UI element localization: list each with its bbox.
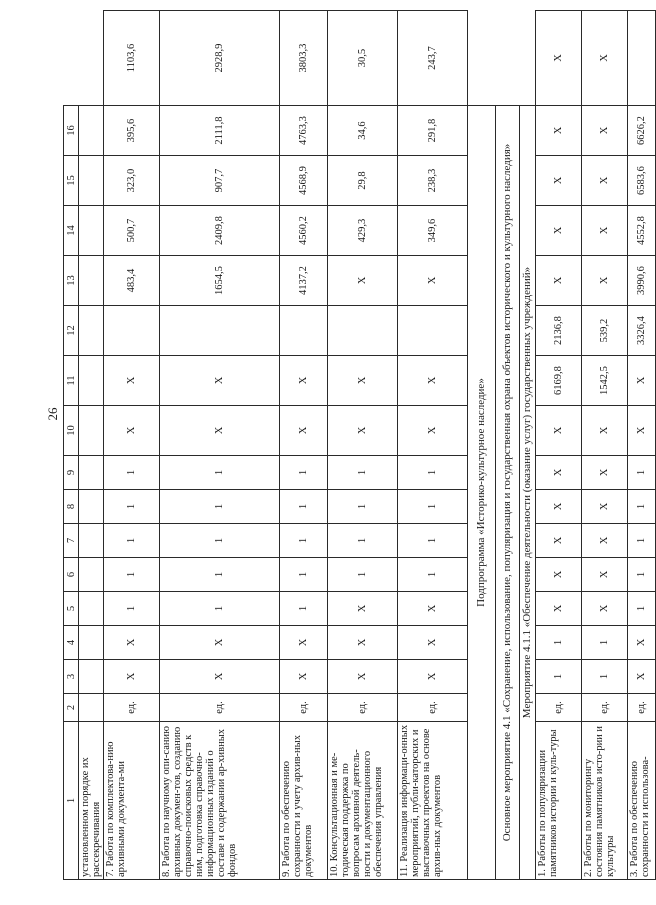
table-cell: 1	[582, 660, 628, 694]
main-event-title: Основное мероприятие 4.1 «Сохранение, использование, популяризация и государственная охрана объектов исторического и культурного наследия»	[496, 106, 520, 880]
table-cell: X	[536, 592, 582, 626]
table-cell: X	[398, 406, 468, 456]
table-cell: X	[582, 558, 628, 592]
table-cell: X	[160, 660, 280, 694]
table-cell: 1	[628, 524, 656, 558]
table-cell: 1	[536, 626, 582, 660]
table-cell: 1	[104, 592, 160, 626]
table-cell	[79, 558, 104, 592]
table-cell: 4763,3	[280, 106, 328, 156]
table-cell: 4568,9	[280, 156, 328, 206]
table-cell: 1	[160, 524, 280, 558]
table-cell: 1654,5	[160, 256, 280, 306]
table-cell: 429,3	[328, 206, 398, 256]
table-cell: 1	[328, 490, 398, 524]
table-cell: 2136,8	[536, 306, 582, 356]
table-cell: ед.	[536, 694, 582, 722]
table-cell: 1	[628, 456, 656, 490]
column-number: 4	[64, 626, 79, 660]
table-cell: ед.	[582, 694, 628, 722]
table-cell: ед.	[280, 694, 328, 722]
table-cell: X	[280, 626, 328, 660]
table-cell: ед.	[398, 694, 468, 722]
table-cell: 1	[328, 524, 398, 558]
table-cell: X	[104, 660, 160, 694]
table-cell: X	[280, 660, 328, 694]
table-row	[536, 11, 582, 880]
table-cell: 2111,8	[160, 106, 280, 156]
table-cell: 1	[398, 524, 468, 558]
rotated-table-scan	[63, 10, 651, 880]
table-cell: X	[160, 626, 280, 660]
table-cell: 1	[328, 456, 398, 490]
table-cell: X	[536, 490, 582, 524]
table-cell	[79, 626, 104, 660]
row-label: 10. Консультационная и ме-тодическая поддержка по вопросам архивной деятель-ности и документационного обеспечения управления	[328, 722, 398, 880]
table-cell: ед.	[104, 694, 160, 722]
table-cell: 1	[280, 592, 328, 626]
section-row	[496, 11, 520, 880]
table-cell: X	[582, 256, 628, 306]
table-cell: X	[328, 256, 398, 306]
table-cell: 1	[280, 456, 328, 490]
table-cell: 1	[398, 558, 468, 592]
table-cell: 500,7	[104, 206, 160, 256]
table-cell: X	[280, 356, 328, 406]
table-cell: 323,0	[104, 156, 160, 206]
table-cell: 395,6	[104, 106, 160, 156]
column-number: 7	[64, 524, 79, 558]
table-row	[582, 11, 628, 880]
column-number: 3	[64, 660, 79, 694]
table-cell: X	[398, 626, 468, 660]
row-label: установленном порядке их рассекречивания	[79, 722, 104, 880]
column-number-row	[64, 11, 79, 880]
table-cell: X	[628, 626, 656, 660]
column-number: 9	[64, 456, 79, 490]
row-label: 9. Работа по обеспечению сохранности и учету архив-ных документов	[280, 722, 328, 880]
table-cell: 1	[628, 592, 656, 626]
table-cell: X	[582, 106, 628, 156]
table-cell	[79, 694, 104, 722]
table-cell: X	[328, 406, 398, 456]
column-number: 14	[64, 206, 79, 256]
table-cell: X	[582, 456, 628, 490]
table-cell: 1	[160, 592, 280, 626]
table-cell	[398, 306, 468, 356]
column-number: 5	[64, 592, 79, 626]
row-label: 1. Работы по популяризации памятников истории и куль-туры	[536, 722, 582, 880]
table-cell: X	[582, 524, 628, 558]
table-row	[160, 11, 280, 880]
table-cell: 483,4	[104, 256, 160, 306]
row-label: 2. Работы по мониторингу состояния памятников исто-рии и культуры	[582, 722, 628, 880]
column-number: 8	[64, 490, 79, 524]
table-cell: X	[536, 558, 582, 592]
table-cell: X	[328, 660, 398, 694]
table-cell: 1	[104, 490, 160, 524]
table-cell: X	[582, 592, 628, 626]
table-cell: 3803,3	[280, 11, 328, 106]
table-row	[79, 11, 104, 880]
table-cell: X	[582, 406, 628, 456]
column-number: 15	[64, 156, 79, 206]
table-cell: 6169,8	[536, 356, 582, 406]
table-cell: X	[398, 256, 468, 306]
table-cell	[79, 306, 104, 356]
table-cell: 6583,6	[628, 156, 656, 206]
table-cell: 3990,6	[628, 256, 656, 306]
table-cell	[79, 106, 104, 156]
table-row	[628, 11, 656, 880]
table-cell: X	[104, 406, 160, 456]
row-label: 8. Работа по научному опи-санию архивных докумен-тов, созданию справочно-поисковых средств к ним, подготовка справочно-информационных изданий о составе и содержании ар-хивных фондов	[160, 722, 280, 880]
table-cell	[79, 406, 104, 456]
table-cell: 3326,4	[628, 306, 656, 356]
table-cell: 6626,2	[628, 106, 656, 156]
table-cell: 34,6	[328, 106, 398, 156]
column-number: 11	[64, 356, 79, 406]
table-cell: 243,7	[398, 11, 468, 106]
table-cell: 1	[628, 558, 656, 592]
section-row	[468, 11, 496, 880]
table-cell	[280, 306, 328, 356]
table-cell: X	[536, 106, 582, 156]
table-cell	[104, 306, 160, 356]
column-number: 6	[64, 558, 79, 592]
table-cell: 4137,2	[280, 256, 328, 306]
table-cell: 1	[280, 524, 328, 558]
table-cell	[328, 306, 398, 356]
table-cell: 1	[536, 660, 582, 694]
table-cell: 349,6	[398, 206, 468, 256]
table-cell: 1	[160, 456, 280, 490]
table-cell: X	[582, 11, 628, 106]
row-label: 3. Работа по обеспечению сохранности и использова-	[628, 722, 656, 880]
row-label: 7. Работа по комплектова-нию архивными документа-ми	[104, 722, 160, 880]
table-cell: 1542,5	[582, 356, 628, 406]
table-cell: X	[328, 356, 398, 406]
table-cell: 1	[104, 558, 160, 592]
table-cell: 1	[160, 558, 280, 592]
table-cell	[79, 660, 104, 694]
column-number: 13	[64, 256, 79, 306]
table-cell: 1	[398, 456, 468, 490]
table-cell: 907,7	[160, 156, 280, 206]
table-cell: X	[280, 406, 328, 456]
table-cell: 1	[280, 490, 328, 524]
table-cell	[79, 524, 104, 558]
table-cell: X	[104, 356, 160, 406]
table-cell: X	[160, 356, 280, 406]
table-cell: 1	[104, 524, 160, 558]
table-cell: 539,2	[582, 306, 628, 356]
table-cell	[79, 456, 104, 490]
column-number: 16	[64, 106, 79, 156]
subprogram-title: Подпрограмма «Историко-культурное наследие»	[468, 106, 496, 880]
table-row	[104, 11, 160, 880]
table-cell: X	[582, 490, 628, 524]
page-number: 26	[45, 407, 60, 421]
sub-event-title: Мероприятие 4.1.1 «Обеспечение деятельности (оказание услуг) государственных учреждений»	[520, 106, 536, 880]
column-number: 10	[64, 406, 79, 456]
table-cell: X	[628, 660, 656, 694]
table-cell: 1	[582, 626, 628, 660]
table-cell: 1103,6	[104, 11, 160, 106]
column-number: 2	[64, 694, 79, 722]
table-cell: X	[536, 156, 582, 206]
table-cell: X	[328, 626, 398, 660]
table-cell: X	[536, 11, 582, 106]
table-cell: ед.	[160, 694, 280, 722]
table-row	[280, 11, 328, 880]
table-cell	[79, 356, 104, 406]
table-cell: 29,8	[328, 156, 398, 206]
table-cell	[79, 206, 104, 256]
section-row	[520, 11, 536, 880]
table-cell: X	[398, 660, 468, 694]
table-cell	[79, 490, 104, 524]
table-cell: X	[536, 206, 582, 256]
table-cell: X	[628, 406, 656, 456]
table-cell: X	[536, 256, 582, 306]
table-cell: X	[582, 156, 628, 206]
table-cell: X	[628, 356, 656, 406]
table-cell: X	[398, 592, 468, 626]
table-cell: 1	[104, 456, 160, 490]
table-cell	[79, 256, 104, 306]
table-cell: X	[536, 524, 582, 558]
table-cell	[628, 11, 656, 106]
column-number: 1	[64, 722, 79, 880]
table-cell: 1	[160, 490, 280, 524]
column-number: 12	[64, 306, 79, 356]
table-cell: 2409,8	[160, 206, 280, 256]
table-cell	[160, 306, 280, 356]
table-cell: 1	[398, 490, 468, 524]
table-cell: 30,5	[328, 11, 398, 106]
table-cell: X	[328, 592, 398, 626]
table-cell: X	[582, 206, 628, 256]
table-cell: 4552,8	[628, 206, 656, 256]
table-cell: ед.	[628, 694, 656, 722]
table-cell: 4560,2	[280, 206, 328, 256]
table-row	[398, 11, 468, 880]
table-cell	[79, 592, 104, 626]
table-cell: X	[536, 456, 582, 490]
table-cell: 1	[628, 490, 656, 524]
row-label: 11. Реализация информаци-онных мероприятий, публи-каторских и выставочных проектов на основе архив-ных документов	[398, 722, 468, 880]
table-cell: 1	[280, 558, 328, 592]
table-cell: 291,8	[398, 106, 468, 156]
table-cell: 2928,9	[160, 11, 280, 106]
table-cell: 238,3	[398, 156, 468, 206]
table-cell: X	[160, 406, 280, 456]
table-cell: X	[398, 356, 468, 406]
table-cell	[79, 156, 104, 206]
table-cell: X	[536, 406, 582, 456]
budget-table	[63, 10, 656, 880]
table-cell: 1	[328, 558, 398, 592]
table-cell: X	[104, 626, 160, 660]
table-row	[328, 11, 398, 880]
table-cell: ед.	[328, 694, 398, 722]
